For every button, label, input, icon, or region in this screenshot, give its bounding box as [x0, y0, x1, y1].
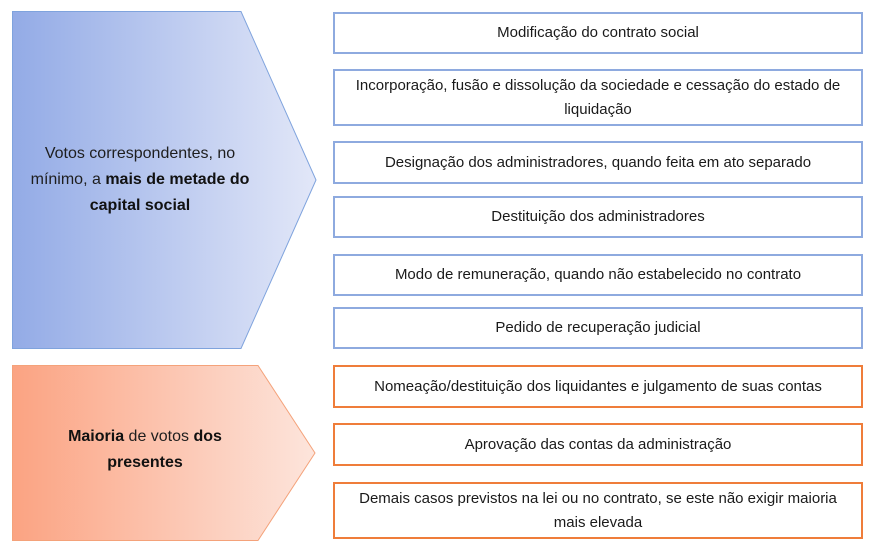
chevron-label-capital-majority [25, 100, 255, 260]
list-item-liquidators: Nomeação/destituição dos liquidantes e julgamento de suas contas [333, 365, 863, 408]
list-item-removal-administrators: Destituição dos administradores [333, 196, 863, 238]
label-part-regular: de votos [124, 428, 194, 445]
list-item-accounts-approval: Aprovação das contas da administração [333, 423, 863, 466]
list-item-judicial-recovery: Pedido de recuperação judicial [333, 307, 863, 349]
chevron-present-majority [0, 355, 330, 558]
list-item-remuneration: Modo de remuneração, quando não estabelecido no contrato [333, 254, 863, 296]
label-part-regular: Votos correspondentes, no mínimo, a [30, 145, 236, 188]
label-part-bold: mais de metade do capital social [89, 171, 250, 214]
chevron-label-present-majority [40, 415, 250, 485]
list-item-contract-modification: Modificação do contrato social [333, 12, 863, 54]
label-part-bold: Maioria [68, 428, 125, 445]
list-item-merger-dissolution: Incorporação, fusão e dissolução da sociedade e cessação do estado de liquidação [333, 69, 863, 126]
label-part-bold: dos presentes [107, 428, 222, 471]
list-item-other-cases: Demais casos previstos na lei ou no contrato, se este não exigir maioria mais elevada [333, 482, 863, 539]
list-item-appointment-administrators: Designação dos administradores, quando feita em ato separado [333, 141, 863, 184]
chevron-capital-majority [0, 0, 330, 355]
